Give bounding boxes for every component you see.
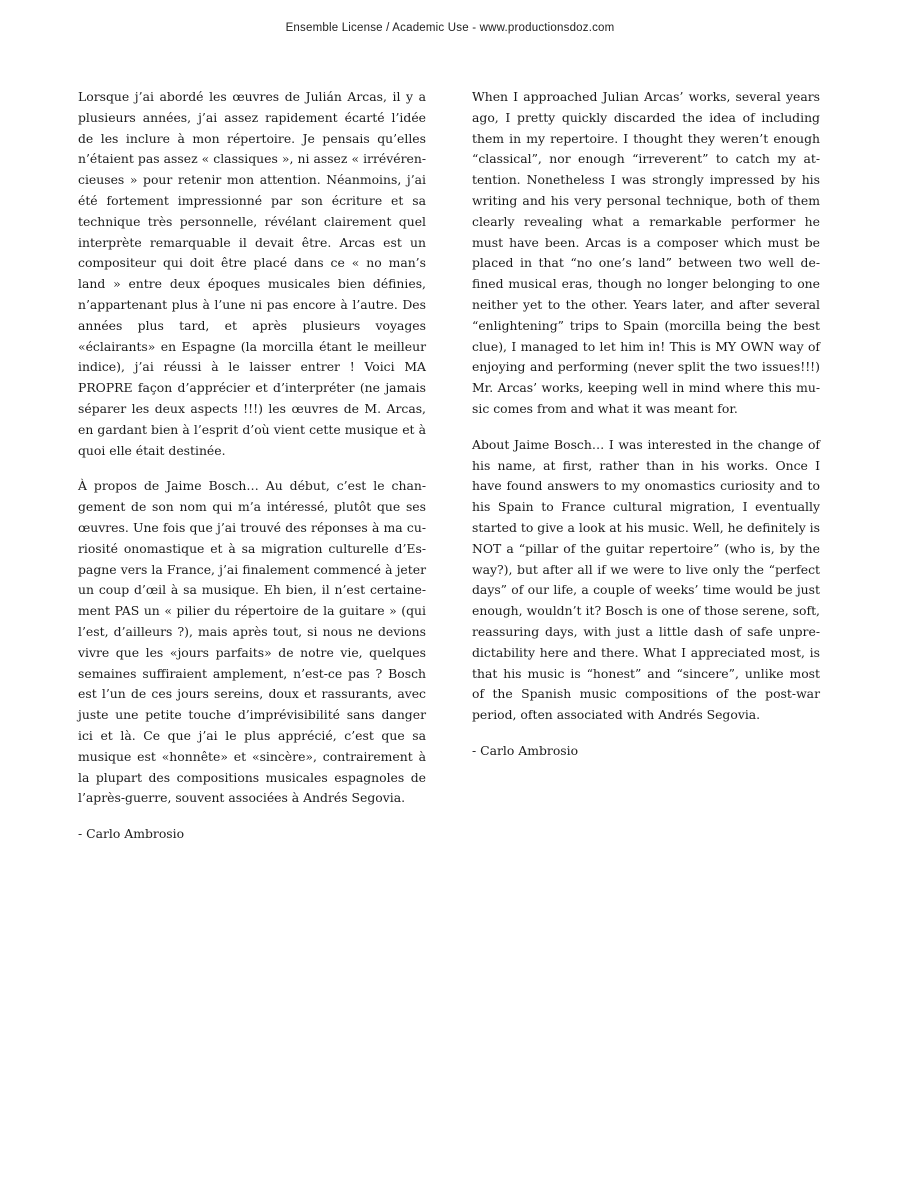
french-text-column: [78, 87, 426, 860]
french-paragraph-arcas: Lorsque j’ai abordé les œuvres de Julián Arcas, il y a plusieurs années, j’ai assez rapidement écarté l’idée de les inclure à mon répertoire. Je pensais qu’elles n’étaient pas assez « classiques », ni assez « irrévérencieuses » pour retenir mon attention. Néanmoins, j’ai été fortement impressionné par son écriture et sa technique très personnelle, révélant clairement quel interprète remarquable il devait être. Arcas est un compositeur qui doit être placé dans ce « no man’s land » entre deux époques musicales bien définies, n’appartenant plus à l’une ni pas encore à l’autre. Des années plus tard, et après plusieurs voyages «éclairants» en Espagne (la morcilla étant le meilleur indice), j’ai réussi à le laisser entrer ! Voici MA PROPRE façon d’apprécier et d’interpréter (ne jamais séparer les deux aspects !!!) les œuvres de M. Arcas, en gardant bien à l’esprit d’où vient cette musique et à quoi elle était destinée.: [78, 89, 426, 458]
french-signature: - Carlo Ambrosio: [78, 826, 185, 842]
french-paragraph-bosch: À propos de Jaime Bosch… Au début, c’est le changement de son nom qui m’a intéressé, plutôt que ses œuvres. Une fois que j’ai trouvé des réponses à ma curiosité onomastique et à sa migration culturelle d’Espagne vers la France, j’ai finalement commencé à jeter un coup d’œil à sa musique. Eh bien, il n’est certainement PAS un « pilier du répertoire de la guitare » (qui l’est, d’ailleurs ?), mais après tout, si nous ne devions vivre que les «jours parfaits» de notre vie, quelques semaines suffiraient amplement, n’est-ce pas ? Bosch est l’un de ces jours sereins, doux et rassurants, avec juste une petite touche d’imprévisibilité sans danger ici et là. Ce que j’ai le plus apprécié, c’est que sa musique est «honnête» et «sincère», contrairement à la plupart des compositions musicales espagnoles de l’après-guerre, souvent associées à Andrés Segovia.: [78, 478, 426, 806]
english-text-column: [472, 87, 820, 777]
english-paragraph-bosch: About Jaime Bosch… I was interested in the change of his name, at first, rather than in his works. Once I have found answers to my onomastics curiosity and to his Spain to France cultural migration, I eventually started to give a look at his music. Well, he definitely is NOT a “pillar of the guitar repertoire” (who is, by the way?), but after all if we were to live only the “perfect days” of our life, a couple of weeks’ time would be just enough, wouldn’t it? Bosch is one of those serene, soft, reassuring days, with just a little dash of safe unpredictability here and there. What I appreciated most, is that his music is “honest” and “sincere”, unlike most of the Spanish music compositions of the post-war period, often associated with Andrés Segovia.: [472, 436, 820, 723]
license-header: Ensemble License / Academic Use - www.productionsdoz.com: [285, 22, 615, 34]
english-paragraph-arcas: When I approached Julian Arcas’ works, several years ago, I pretty quickly discarded the idea of including them in my repertoire. I thought they weren’t enough “classical”, nor enough “irreverent” to catch my attention. Nonetheless I was strongly impressed by his writing and his very personal technique, both of them clearly revealing what a remarkable performer he must have been. Arcas is a composer which must be placed in that “no one’s land” between two well defined musical eras, though no longer belonging to one neither yet to the other. Years later, and after several “enlightening” trips to Spain (morcilla being the best clue), I managed to let him in! This is MY OWN way of enjoying and performing (never split the two issues!!!) Mr. Arcas’ works, keeping well in mind where this music comes from and what it was meant for.: [472, 89, 820, 416]
english-signature: - Carlo Ambrosio: [472, 742, 579, 758]
